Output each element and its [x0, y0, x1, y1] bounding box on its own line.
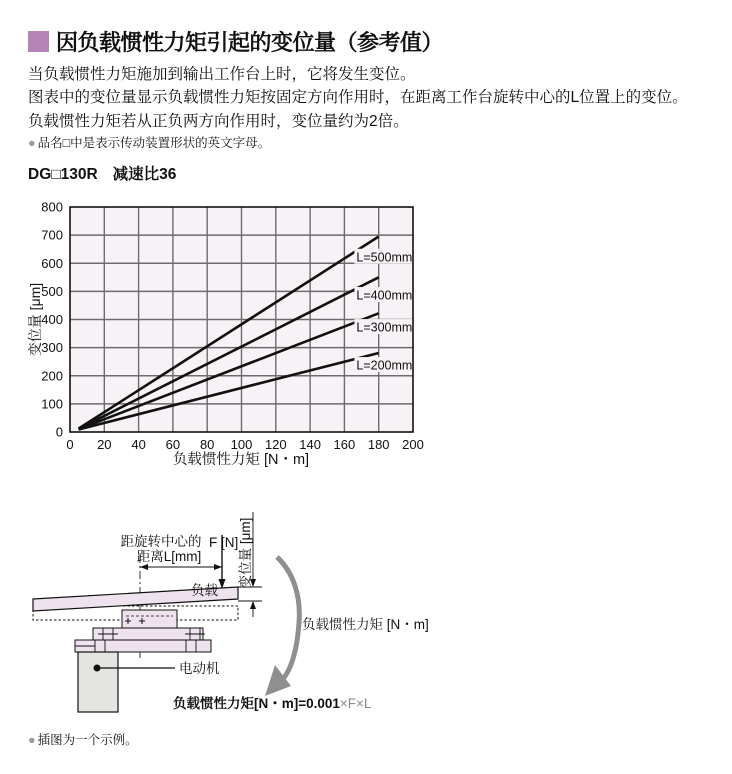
moment-label: 负载惯性力矩 [N・m]: [302, 617, 429, 632]
x-tick-label: 0: [66, 437, 74, 452]
section-header: [28, 26, 443, 57]
force-label: F [N]: [209, 535, 239, 550]
displacement-arrow-up: [250, 601, 256, 609]
gear-ratio: 减速比36: [112, 166, 177, 183]
x-tick-label: 180: [367, 437, 390, 452]
x-tick-label: 200: [402, 437, 424, 452]
model-name: DG□130R: [28, 166, 98, 183]
series-label: L=200mm: [356, 358, 413, 373]
series-label: L=500mm: [356, 250, 413, 265]
displacement-chart: [0, 195, 460, 475]
y-tick-label: 0: [55, 424, 63, 440]
x-tick-label: 120: [264, 437, 287, 452]
load-moment-diagram: [0, 505, 460, 723]
l-dim-arrow-right: [214, 564, 222, 570]
footer-note: [28, 730, 138, 748]
intro-line-1: 当负载惯性力矩施加到输出工作台上时，它将发生变位。: [28, 66, 416, 83]
series-label: L=400mm: [356, 288, 413, 303]
x-tick-label: 100: [230, 437, 253, 452]
x-tick-label: 40: [131, 437, 146, 452]
moment-formula-main: 负载惯性力矩[N・m]=0.001: [173, 696, 340, 711]
l-dim-arrow-left: [140, 564, 148, 570]
footer-note-text: 插图为一个示例。: [37, 733, 138, 747]
series-label: L=300mm: [356, 320, 413, 335]
y-tick-label: 300: [41, 340, 63, 356]
chart-plot: [41, 200, 424, 453]
intro-paragraph: [28, 63, 728, 133]
motor-label: 电动机: [179, 661, 220, 676]
bullet-icon: ●: [28, 136, 36, 150]
l-dim-label-line1: 距旋转中心的: [120, 534, 202, 549]
bullet-icon: ●: [28, 733, 36, 747]
displacement-label: 变位量 [μm]: [238, 517, 253, 589]
moment-curved-arrow: [277, 557, 299, 679]
y-tick-label: 500: [41, 283, 63, 299]
product-name-note: [28, 133, 270, 151]
moment-formula: [173, 695, 372, 711]
x-tick-label: 60: [165, 437, 181, 452]
y-tick-label: 700: [41, 227, 63, 243]
actuator-table: [122, 610, 177, 628]
y-axis-label: 变位量 [μm]: [27, 282, 43, 357]
y-tick-label: 600: [41, 255, 63, 271]
intro-line-3: 负载惯性力矩若从正负两方向作用时，变位量约为2倍。: [28, 112, 409, 130]
product-name-note-text: 品名□中是表示传动装置形状的英文字母。: [37, 136, 271, 150]
model-heading: [28, 162, 176, 184]
x-tick-label: 80: [199, 437, 215, 452]
motor-body: [78, 652, 118, 712]
x-tick-label: 20: [97, 437, 112, 452]
y-tick-label: 200: [41, 368, 63, 384]
load-label: 负载: [191, 583, 218, 598]
page-title: 因负载惯性力矩引起的变位量（参考值）: [56, 30, 444, 55]
y-tick-label: 800: [41, 199, 63, 215]
x-tick-label: 160: [333, 437, 356, 452]
section-accent-square: [28, 31, 49, 52]
x-axis-label: 负载惯性力矩 [N・m]: [172, 452, 310, 468]
x-tick-label: 140: [299, 437, 321, 452]
moment-formula-tail: ×F×L: [339, 696, 372, 711]
l-dim-label-line2: 距离L[mm]: [136, 549, 202, 564]
y-tick-label: 400: [41, 312, 63, 327]
intro-line-2: 图表中的变位量显示负载惯性力矩按固定方向作用时，在距离工作台旋转中心的L位置上的变位。: [28, 89, 688, 107]
y-tick-label: 100: [41, 396, 63, 412]
